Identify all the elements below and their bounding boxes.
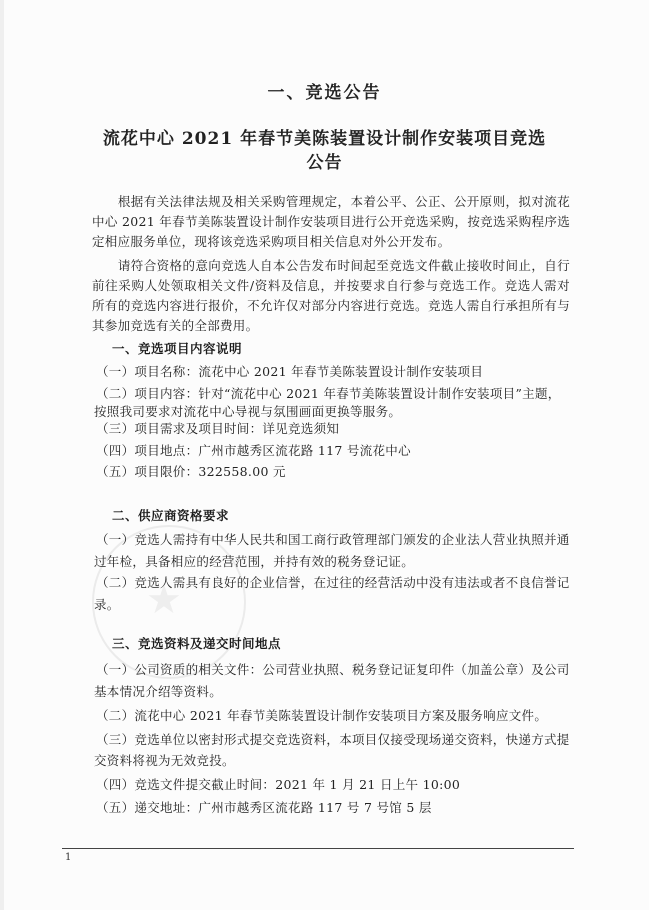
section-2-item-2-line-2: 录。 bbox=[94, 597, 120, 612]
section-1-item-5: （五）项目限价：322558.00 元 bbox=[96, 464, 286, 479]
section-1-item-3: （三）项目需求及项目时间：详见竞选须知 bbox=[96, 421, 340, 436]
section-3-item-1-line-2: 基本情况介绍等资料。 bbox=[94, 684, 223, 699]
seal-star-icon: ★ bbox=[146, 577, 182, 623]
section-1-title: 一、竞选项目内容说明 bbox=[112, 341, 243, 356]
section-2-item-2-line-1: （二）竞选人需具有良好的企业信誉，在过往的经营活动中没有违法或者不良信誉记 bbox=[96, 575, 570, 590]
section-3-item-5: （五）递交地址：广州市越秀区流花路 117 号 7 号馆 5 层 bbox=[96, 800, 432, 815]
section-1-item-4: （四）项目地点：广州市越秀区流花路 117 号流花中心 bbox=[96, 443, 411, 458]
intro-paragraph-2: 请符合资格的意向竞选人自本公告发布时间起至竞选文件截止接收时间止，自行前往采购人处领取相关文件/资料及信息，并按要求自行参与竞选工作。竞选人需对所有的竞选内容进行报价，不允许仅对部分内容进行竞选。竞选人需自行承担所有与其参加竞选有关的全部费用。 bbox=[92, 258, 570, 333]
footer-rule bbox=[62, 848, 574, 849]
intro-paragraph-1: 根据有关法律法规及相关采购管理规定，本着公平、公正、公开原则，拟对流花中心 2021 年春节美陈装置设计制作安装项目进行公开竞选采购，按竞选采购程序选定相应服务单位，现将该竞选采购项目相关信息对外公开发布。 bbox=[92, 194, 570, 249]
section-3-item-1-line-1: （一）公司资质的相关文件：公司营业执照、税务登记证复印件（加盖公章）及公司 bbox=[96, 662, 570, 677]
section-1-item-2-line-2: 按照我司要求对流花中心导视与氛围画面更换等服务。 bbox=[94, 404, 402, 419]
document-title-line-2: 公告 bbox=[306, 153, 343, 173]
page-number: 1 bbox=[65, 852, 72, 863]
section-1-item-1: （一）项目名称：流花中心 2021 年春节美陈装置设计制作安装项目 bbox=[96, 364, 484, 379]
section-3-item-3-line-1: （三）竞选单位以密封形式提交竞选资料，本项目仅接受现场递交资料，快递方式提 bbox=[96, 732, 570, 747]
announcement-heading: 一、竞选公告 bbox=[267, 83, 382, 103]
section-3-title: 三、竞选资料及递交时间地点 bbox=[112, 636, 282, 651]
section-2-item-1-line-2: 过年检，具备相应的经营范围，并持有效的税务登记证。 bbox=[94, 554, 415, 569]
document-title-line-1: 流花中心 2021 年春节美陈装置设计制作安装项目竞选 bbox=[102, 129, 547, 149]
section-2-item-1-line-1: （一）竞选人需持有中华人民共和国工商行政管理部门颁发的企业法人营业执照并通 bbox=[96, 532, 570, 547]
section-3-item-3-line-2: 交资料将视为无效竞投。 bbox=[94, 753, 235, 768]
section-2-title: 二、供应商资格要求 bbox=[112, 508, 230, 523]
section-3-item-2: （二）流花中心 2021 年春节美陈装置设计制作安装项目方案及服务响应文件。 bbox=[96, 708, 548, 723]
section-3-item-4: （四）竞选文件提交截止时间：2021 年 1 月 21 日上午 10:00 bbox=[96, 777, 461, 792]
section-1-item-2-line-1: （二）项目内容：针对“流花中心 2021 年春节美陈装置设计制作安装项目”主题， bbox=[96, 386, 561, 401]
